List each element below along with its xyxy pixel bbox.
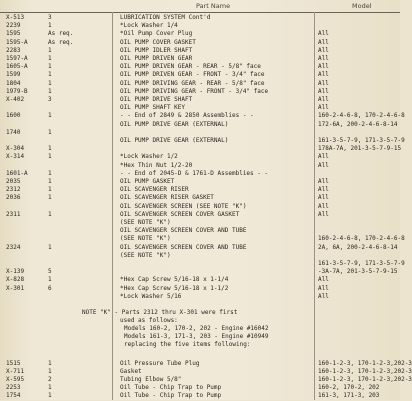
cell-model: All <box>318 71 329 79</box>
cell-desc: OIL PUMP IDLER SHAFT <box>120 46 193 54</box>
cell-desc: Tubing Elbow 5/8" <box>120 376 182 383</box>
cell-model: All <box>318 87 329 95</box>
cell-model: -3A-7A, 201-3-5-7-9-15 <box>318 268 398 276</box>
cell-desc: OIL SCAVENGER SCREEN COVER AND TUBE <box>120 243 247 251</box>
note-line: NOTE "K" - Parts 2312 thru X-301 were first <box>82 309 238 316</box>
cell-qty: 1 <box>48 128 52 136</box>
cell-desc: Oil Tube - Chip Trap to Pump <box>120 392 222 399</box>
note-line: Models 160-2, 170-2, 202 - Engine #16042 <box>124 325 269 332</box>
cell-desc: OIL PUMP GASKET <box>120 178 175 185</box>
note-line: replacing the five items following: <box>124 341 251 348</box>
cell-desc: LUBRICATION SYSTEM Cont'd <box>120 14 211 21</box>
cell-pn: 1515 <box>6 360 21 367</box>
cell-model: All <box>318 161 329 169</box>
cell-desc: OIL SCAVENGER SCREEN (SEE NOTE "K") <box>120 202 247 210</box>
cell-pn: 1605-A <box>6 63 28 71</box>
cell-pn: 2036 <box>6 194 21 202</box>
cell-model: All <box>318 79 329 87</box>
cell-pn: 1599 <box>6 71 21 79</box>
cell-pn: X-828 <box>6 276 25 284</box>
cell-desc: OIL SCAVENGER RISER GASKET <box>120 194 214 202</box>
cell-pn: 1597-A <box>6 55 28 62</box>
table-row <box>0 293 400 302</box>
cell-desc: (SEE NOTE "K") <box>120 235 171 243</box>
cell-pn: 2035 <box>6 178 21 185</box>
cell-pn: X-513 <box>6 14 25 21</box>
cell-desc: OIL SCAVENGER SCREEN COVER AND TUBE <box>120 227 247 235</box>
cell-model: 178A-7A, 201-3-5-7-9-15 <box>318 145 402 153</box>
cell-desc: OIL PUMP DRIVEN GEAR <box>120 55 193 62</box>
cell-qty: 1 <box>48 46 52 54</box>
cell-pn: X-314 <box>6 153 25 161</box>
cell-pn: 2324 <box>6 243 21 251</box>
cell-qty: 1 <box>48 87 52 95</box>
cell-desc: OIL PUMP DRIVING GEAR - FRONT - 3/4" face <box>120 87 269 95</box>
cell-desc: OIL PUMP DRIVE GEAR (EXTERNAL) <box>120 137 229 144</box>
part-name-header: Part Name <box>196 2 231 10</box>
cell-model: All <box>318 186 329 194</box>
note-line: used as follows: <box>120 317 178 324</box>
cell-model: All <box>318 202 329 210</box>
cell-desc: (SEE NOTE "K") <box>120 251 171 259</box>
cell-pn: 2312 <box>6 186 21 194</box>
cell-desc: - - End of 2045-D & 1761-D Assemblies - - <box>120 169 269 177</box>
cell-pn: X-402 <box>6 96 25 103</box>
cell-qty: 1 <box>48 55 52 62</box>
table-row <box>0 392 400 401</box>
cell-model: All <box>318 104 329 112</box>
cell-qty: 1 <box>48 112 52 120</box>
cell-qty: 3 <box>48 96 52 103</box>
cell-desc: *Hex Cap Screw 5/16-18 x 1-1/2 <box>120 284 229 292</box>
model-header: Model <box>352 2 372 10</box>
cell-desc: *Oil Pump Cover Plug <box>120 30 193 38</box>
cell-pn: 1804 <box>6 79 21 87</box>
cell-pn: 1600 <box>6 112 21 120</box>
cell-pn: X-139 <box>6 268 25 276</box>
cell-desc: OIL PUMP COVER GASKET <box>120 38 196 46</box>
cell-desc: OIL PUMP DRIVING GEAR - REAR - 5/8" face <box>120 79 265 87</box>
cell-qty: As req. <box>48 38 74 46</box>
cell-desc: *Lock Washer 5/16 <box>120 292 182 300</box>
cell-pn: 2283 <box>6 46 21 54</box>
cell-desc: *Lock Washer 1/2 <box>120 153 178 161</box>
cell-desc: OIL PUMP DRIVEN GEAR - FRONT - 3/4" face <box>120 71 265 79</box>
cell-model: 160-1-2-3, 170-1-2-3,202-3 <box>318 368 412 375</box>
cell-pn: 1601-A <box>6 169 28 177</box>
cell-model: 172-6A, 200-2-4-6-8-14 <box>318 120 398 128</box>
cell-qty: 1 <box>48 71 52 79</box>
cell-model: 2A, 6A, 200-2-4-6-8-14 <box>318 243 398 251</box>
cell-model: 160-2-4-6-8, 170-2-4-6-8 <box>318 112 405 120</box>
cell-model: 161-3-5-7-9, 171-3-5-7-9 <box>318 137 405 144</box>
cell-pn: X-711 <box>6 368 25 375</box>
cell-model: All <box>318 276 329 284</box>
cell-qty: 1 <box>48 145 52 153</box>
cell-qty: 1 <box>48 243 52 251</box>
cell-model: All <box>318 63 329 71</box>
cell-desc: OIL SCAVENGER RISER <box>120 186 189 194</box>
cell-qty: 1 <box>48 186 52 194</box>
cell-qty: 2 <box>48 376 52 383</box>
cell-qty: 1 <box>48 63 52 71</box>
cell-qty: 1 <box>48 368 52 375</box>
cell-desc: - - End of 2849 & 2850 Assemblies - - <box>120 112 254 120</box>
cell-qty: 1 <box>48 153 52 161</box>
cell-pn: 2239 <box>6 22 21 30</box>
cell-model: 160-2-4-6-8, 170-2-4-6-8 <box>318 235 405 243</box>
cell-qty: As req. <box>48 30 74 38</box>
cell-pn: 1754 <box>6 392 21 399</box>
cell-qty: 1 <box>48 384 52 391</box>
cell-model: All <box>318 46 329 54</box>
cell-desc: Gasket <box>120 368 142 375</box>
cell-model: 160-1-2-3, 170-1-2-3,202-3 <box>318 376 412 383</box>
cell-desc: Oil Tube - Chip Trap to Pump <box>120 384 222 391</box>
cell-model: 160-1-2-3, 170-1-2-3,202-3 <box>318 360 412 367</box>
cell-model: 160-2, 170-2, 202 <box>318 384 380 391</box>
cell-desc: (SEE NOTE "K") <box>120 219 171 226</box>
note-line: Models 161-3, 171-3, 203 - Engine #10949 <box>124 333 269 340</box>
cell-model: All <box>318 153 329 161</box>
cell-pn: 1595-A <box>6 38 28 46</box>
cell-pn: X-301 <box>6 284 25 292</box>
cell-model: All <box>318 292 329 300</box>
cell-pn: 2253 <box>6 384 21 391</box>
cell-model: All <box>318 210 329 218</box>
cell-desc: OIL PUMP DRIVE GEAR (EXTERNAL) <box>120 120 229 128</box>
cell-qty: 6 <box>48 284 52 292</box>
cell-model: All <box>318 38 329 46</box>
cell-pn: 1595 <box>6 30 21 38</box>
cell-desc: *Lock Washer 1/4 <box>120 22 178 30</box>
cell-model: 161-3, 171-3, 203 <box>318 392 380 399</box>
cell-qty: 5 <box>48 268 52 276</box>
cell-model: All <box>318 178 329 185</box>
cell-model: All <box>318 30 329 38</box>
cell-pn: X-304 <box>6 145 25 153</box>
cell-model: All <box>318 55 329 62</box>
cell-qty: 1 <box>48 194 52 202</box>
cell-desc: OIL PUMP DRIVE SHAFT <box>120 96 193 103</box>
cell-qty: 1 <box>48 169 52 177</box>
cell-model: All <box>318 96 329 103</box>
cell-desc: *Hex Cap Screw 5/16-18 x 1-1/4 <box>120 276 229 284</box>
cell-qty: 1 <box>48 79 52 87</box>
cell-desc: OIL PUMP DRIVEN GEAR - REAR - 5/8" face <box>120 63 261 71</box>
cell-qty: 3 <box>48 14 52 21</box>
cell-pn: 1740 <box>6 128 21 136</box>
cell-qty: 1 <box>48 360 52 367</box>
cell-model: All <box>318 284 329 292</box>
cell-qty: 1 <box>48 276 52 284</box>
cell-desc: Oil Pressure Tube Plug <box>120 360 200 367</box>
cell-qty: 1 <box>48 392 52 399</box>
cell-desc: OIL PUMP SHAFT KEY <box>120 104 186 112</box>
cell-desc: OIL SCAVENGER SCREEN COVER GASKET <box>120 210 240 218</box>
cell-qty: 1 <box>48 22 52 30</box>
cell-qty: 1 <box>48 210 52 218</box>
cell-model: 161-3-5-7-9, 171-3-5-7-9 <box>318 260 405 267</box>
cell-desc: *Hex Thin Nut 1/2-20 <box>120 161 193 169</box>
cell-qty: 1 <box>48 178 52 185</box>
cell-pn: X-595 <box>6 376 25 383</box>
cell-model: All <box>318 194 329 202</box>
cell-pn: 2311 <box>6 210 21 218</box>
cell-pn: 1979-B <box>6 87 28 95</box>
